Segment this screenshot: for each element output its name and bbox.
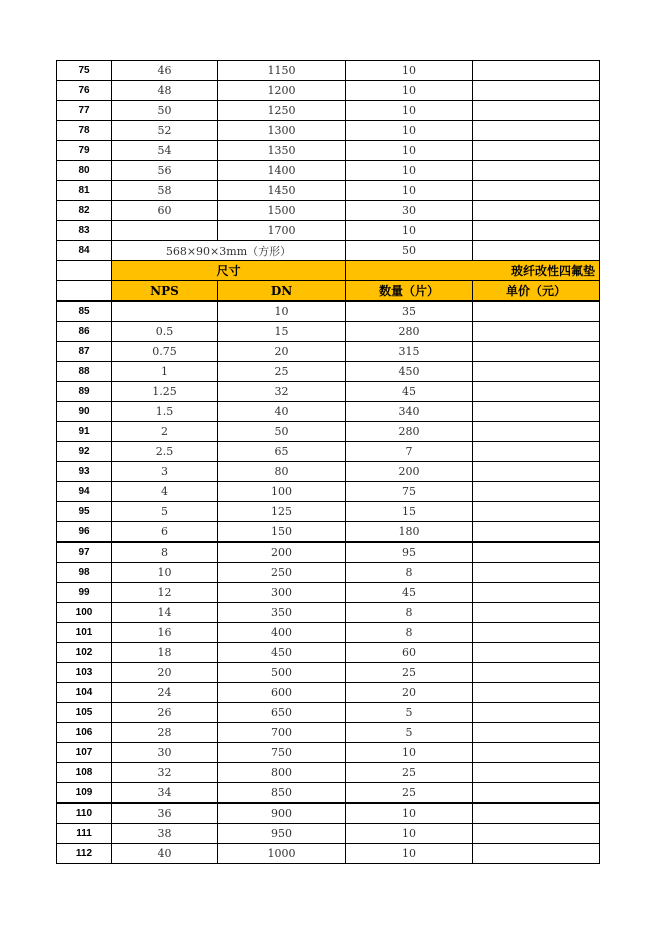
nps-cell[interactable]	[112, 221, 218, 241]
dn-cell[interactable]: 800	[218, 763, 346, 783]
dn-cell[interactable]: 1500	[218, 201, 346, 221]
table-row	[57, 121, 600, 141]
price-cell[interactable]	[473, 422, 600, 442]
nps-cell[interactable]: 40	[112, 844, 218, 864]
dn-cell[interactable]: 1300	[218, 121, 346, 141]
qty-cell[interactable]: 25	[346, 783, 473, 804]
nps-cell[interactable]: 46	[112, 61, 218, 81]
row-number: 111	[57, 824, 112, 844]
gasket-table	[56, 60, 600, 864]
row-number: 98	[57, 563, 112, 583]
table-row	[57, 663, 600, 683]
row-number: 91	[57, 422, 112, 442]
nps-cell[interactable]: 54	[112, 141, 218, 161]
table-row	[57, 783, 600, 804]
price-cell[interactable]	[473, 141, 600, 161]
price-cell[interactable]	[473, 181, 600, 201]
dn-cell[interactable]: 25	[218, 362, 346, 382]
dn-cell[interactable]: 20	[218, 342, 346, 362]
table-row	[57, 603, 600, 623]
dn-cell[interactable]: 50	[218, 422, 346, 442]
nps-cell[interactable]: 0.75	[112, 342, 218, 362]
dn-cell[interactable]: 1400	[218, 161, 346, 181]
table-row	[57, 502, 600, 522]
qty-cell[interactable]: 15	[346, 502, 473, 522]
price-cell[interactable]	[473, 442, 600, 462]
nps-cell[interactable]: 52	[112, 121, 218, 141]
dn-cell[interactable]: 1250	[218, 101, 346, 121]
row-number: 85	[57, 301, 112, 322]
dn-cell[interactable]: 150	[218, 522, 346, 543]
nps-cell[interactable]: 10	[112, 563, 218, 583]
table-row	[57, 623, 600, 643]
price-cell[interactable]	[473, 603, 600, 623]
price-cell[interactable]	[473, 583, 600, 603]
row-number: 101	[57, 623, 112, 643]
dn-cell[interactable]: 350	[218, 603, 346, 623]
row-number: 107	[57, 743, 112, 763]
row-number: 92	[57, 442, 112, 462]
dn-cell[interactable]: 125	[218, 502, 346, 522]
qty-cell[interactable]: 8	[346, 603, 473, 623]
qty-cell[interactable]: 180	[346, 522, 473, 543]
row-number: 103	[57, 663, 112, 683]
price-cell[interactable]	[473, 241, 600, 261]
price-cell[interactable]	[473, 763, 600, 783]
qty-cell[interactable]: 8	[346, 563, 473, 583]
nps-cell[interactable]: 56	[112, 161, 218, 181]
qty-cell[interactable]: 75	[346, 482, 473, 502]
dn-cell[interactable]: 850	[218, 783, 346, 804]
header-row-1	[57, 261, 600, 281]
nps-cell[interactable]: 2	[112, 422, 218, 442]
table-row	[57, 422, 600, 442]
table-row	[57, 342, 600, 362]
qty-cell[interactable]: 30	[346, 201, 473, 221]
qty-cell[interactable]: 8	[346, 623, 473, 643]
row-number: 109	[57, 783, 112, 804]
table-row	[57, 824, 600, 844]
qty-cell[interactable]: 10	[346, 141, 473, 161]
dn-cell[interactable]: 950	[218, 824, 346, 844]
price-cell[interactable]	[473, 844, 600, 864]
nps-cell[interactable]: 1.25	[112, 382, 218, 402]
row-number: 83	[57, 221, 112, 241]
table-row	[57, 382, 600, 402]
dn-cell[interactable]: 650	[218, 703, 346, 723]
price-cell[interactable]	[473, 743, 600, 763]
qty-cell[interactable]: 5	[346, 703, 473, 723]
dn-cell[interactable]: 450	[218, 643, 346, 663]
qty-cell[interactable]: 95	[346, 542, 473, 563]
dn-cell[interactable]: 100	[218, 482, 346, 502]
row-number: 80	[57, 161, 112, 181]
table-row	[57, 683, 600, 703]
qty-cell[interactable]: 7	[346, 442, 473, 462]
row-number: 110	[57, 803, 112, 824]
price-cell[interactable]	[473, 703, 600, 723]
row-number: 79	[57, 141, 112, 161]
qty-cell[interactable]: 50	[346, 241, 473, 261]
qty-cell[interactable]: 45	[346, 382, 473, 402]
nps-cell[interactable]: 16	[112, 623, 218, 643]
price-cell[interactable]	[473, 783, 600, 804]
qty-cell[interactable]: 10	[346, 161, 473, 181]
table-row	[57, 803, 600, 824]
table-row	[57, 402, 600, 422]
qty-cell[interactable]: 5	[346, 723, 473, 743]
price-cell[interactable]	[473, 623, 600, 643]
nps-cell[interactable]: 1.5	[112, 402, 218, 422]
table-row	[57, 763, 600, 783]
row-number: 108	[57, 763, 112, 783]
price-cell[interactable]	[473, 362, 600, 382]
table-row	[57, 241, 600, 261]
table-row	[57, 583, 600, 603]
nps-cell[interactable]: 24	[112, 683, 218, 703]
row-number: 77	[57, 101, 112, 121]
table-row	[57, 161, 600, 181]
dn-cell[interactable]: 10	[218, 301, 346, 322]
row-number: 100	[57, 603, 112, 623]
size-header: 尺寸	[112, 261, 346, 281]
qty-cell[interactable]: 60	[346, 643, 473, 663]
dn-cell[interactable]: 65	[218, 442, 346, 462]
row-number: 104	[57, 683, 112, 703]
row-number: 86	[57, 322, 112, 342]
nps-cell[interactable]: 6	[112, 522, 218, 543]
row-number: 87	[57, 342, 112, 362]
nps-cell[interactable]: 28	[112, 723, 218, 743]
table-row	[57, 482, 600, 502]
table-row	[57, 563, 600, 583]
price-cell[interactable]	[473, 201, 600, 221]
row-number: 97	[57, 542, 112, 563]
table-row	[57, 743, 600, 763]
qty-cell[interactable]: 280	[346, 322, 473, 342]
price-cell[interactable]	[473, 663, 600, 683]
row-number: 102	[57, 643, 112, 663]
table-row	[57, 542, 600, 563]
table-row	[57, 462, 600, 482]
blank-header-cell	[57, 281, 112, 302]
dn-cell[interactable]: 1450	[218, 181, 346, 201]
dn-cell[interactable]: 1200	[218, 81, 346, 101]
nps-cell[interactable]: 34	[112, 783, 218, 804]
price-cell[interactable]	[473, 61, 600, 81]
price-cell[interactable]	[473, 402, 600, 422]
dn-cell[interactable]: 80	[218, 462, 346, 482]
nps-cell[interactable]: 14	[112, 603, 218, 623]
price-cell[interactable]	[473, 462, 600, 482]
row-number: 105	[57, 703, 112, 723]
nps-cell[interactable]: 8	[112, 542, 218, 563]
row-number: 93	[57, 462, 112, 482]
table-row	[57, 322, 600, 342]
qty-cell[interactable]: 340	[346, 402, 473, 422]
dn-cell[interactable]: 1700	[218, 221, 346, 241]
dn-cell[interactable]: 900	[218, 803, 346, 824]
price-cell[interactable]	[473, 342, 600, 362]
product-header: 玻纤改性四氟垫	[346, 261, 600, 281]
nps-cell[interactable]: 1	[112, 362, 218, 382]
nps-cell[interactable]: 60	[112, 201, 218, 221]
row-number: 88	[57, 362, 112, 382]
row-number: 112	[57, 844, 112, 864]
nps-cell[interactable]: 32	[112, 763, 218, 783]
qty-cell[interactable]: 25	[346, 663, 473, 683]
table-row	[57, 522, 600, 543]
table-row	[57, 301, 600, 322]
row-number: 78	[57, 121, 112, 141]
table-row	[57, 81, 600, 101]
price-cell[interactable]	[473, 101, 600, 121]
price-cell[interactable]	[473, 161, 600, 181]
row-number: 81	[57, 181, 112, 201]
nps-header: NPS	[112, 281, 218, 302]
table-row	[57, 101, 600, 121]
qty-cell[interactable]: 10	[346, 824, 473, 844]
nps-cell[interactable]: 48	[112, 81, 218, 101]
price-cell[interactable]	[473, 221, 600, 241]
table-row	[57, 201, 600, 221]
qty-cell[interactable]: 10	[346, 121, 473, 141]
header-row-2	[57, 281, 600, 302]
price-header: 单价（元）	[473, 281, 600, 302]
dn-cell[interactable]: 500	[218, 663, 346, 683]
price-cell[interactable]	[473, 322, 600, 342]
qty-cell[interactable]: 280	[346, 422, 473, 442]
row-number: 75	[57, 61, 112, 81]
row-number: 99	[57, 583, 112, 603]
row-number: 76	[57, 81, 112, 101]
blank-header-cell	[57, 261, 112, 281]
dn-cell[interactable]: 250	[218, 563, 346, 583]
dn-cell[interactable]: 1150	[218, 61, 346, 81]
dn-cell[interactable]: 32	[218, 382, 346, 402]
qty-cell[interactable]: 25	[346, 763, 473, 783]
table-row	[57, 723, 600, 743]
table-row	[57, 61, 600, 81]
nps-cell[interactable]	[112, 301, 218, 322]
qty-cell[interactable]: 20	[346, 683, 473, 703]
row-number: 82	[57, 201, 112, 221]
qty-cell[interactable]: 10	[346, 61, 473, 81]
nps-cell[interactable]: 3	[112, 462, 218, 482]
dn-cell[interactable]: 400	[218, 623, 346, 643]
nps-cell[interactable]: 50	[112, 101, 218, 121]
table-row	[57, 703, 600, 723]
price-cell[interactable]	[473, 643, 600, 663]
price-cell[interactable]	[473, 81, 600, 101]
nps-cell[interactable]: 2.5	[112, 442, 218, 462]
size-cell[interactable]: 568×90×3mm（方形）	[112, 241, 346, 261]
qty-cell[interactable]: 450	[346, 362, 473, 382]
table-row	[57, 221, 600, 241]
price-cell[interactable]	[473, 803, 600, 824]
dn-cell[interactable]: 200	[218, 542, 346, 563]
table-row	[57, 181, 600, 201]
nps-cell[interactable]: 20	[112, 663, 218, 683]
price-cell[interactable]	[473, 723, 600, 743]
qty-cell[interactable]: 10	[346, 81, 473, 101]
price-cell[interactable]	[473, 683, 600, 703]
dn-cell[interactable]: 15	[218, 322, 346, 342]
qty-cell[interactable]: 10	[346, 844, 473, 864]
row-number: 84	[57, 241, 112, 261]
dn-cell[interactable]: 600	[218, 683, 346, 703]
qty-cell[interactable]: 35	[346, 301, 473, 322]
nps-cell[interactable]: 30	[112, 743, 218, 763]
dn-cell[interactable]: 40	[218, 402, 346, 422]
price-cell[interactable]	[473, 482, 600, 502]
nps-cell[interactable]: 12	[112, 583, 218, 603]
nps-cell[interactable]: 36	[112, 803, 218, 824]
table-row	[57, 643, 600, 663]
price-cell[interactable]	[473, 502, 600, 522]
price-cell[interactable]	[473, 301, 600, 322]
dn-cell[interactable]: 300	[218, 583, 346, 603]
nps-cell[interactable]: 0.5	[112, 322, 218, 342]
dn-cell[interactable]: 750	[218, 743, 346, 763]
qty-cell[interactable]: 10	[346, 743, 473, 763]
qty-header: 数量（片）	[346, 281, 473, 302]
qty-cell[interactable]: 315	[346, 342, 473, 362]
nps-cell[interactable]: 58	[112, 181, 218, 201]
row-number: 106	[57, 723, 112, 743]
table-row	[57, 141, 600, 161]
nps-cell[interactable]: 38	[112, 824, 218, 844]
nps-cell[interactable]: 4	[112, 482, 218, 502]
price-cell[interactable]	[473, 522, 600, 543]
row-number: 90	[57, 402, 112, 422]
price-cell[interactable]	[473, 563, 600, 583]
price-cell[interactable]	[473, 542, 600, 563]
price-cell[interactable]	[473, 382, 600, 402]
nps-cell[interactable]: 5	[112, 502, 218, 522]
row-number: 96	[57, 522, 112, 543]
row-number: 95	[57, 502, 112, 522]
dn-cell[interactable]: 1350	[218, 141, 346, 161]
dn-cell[interactable]: 700	[218, 723, 346, 743]
table-row	[57, 844, 600, 864]
qty-cell[interactable]: 10	[346, 803, 473, 824]
table-row	[57, 362, 600, 382]
table-row	[57, 442, 600, 462]
price-cell[interactable]	[473, 824, 600, 844]
row-number: 94	[57, 482, 112, 502]
qty-cell[interactable]: 10	[346, 221, 473, 241]
dn-cell[interactable]: 1000	[218, 844, 346, 864]
nps-cell[interactable]: 26	[112, 703, 218, 723]
nps-cell[interactable]: 18	[112, 643, 218, 663]
qty-cell[interactable]: 10	[346, 181, 473, 201]
qty-cell[interactable]: 10	[346, 101, 473, 121]
row-number: 89	[57, 382, 112, 402]
dn-header: DN	[218, 281, 346, 302]
qty-cell[interactable]: 200	[346, 462, 473, 482]
qty-cell[interactable]: 45	[346, 583, 473, 603]
price-cell[interactable]	[473, 121, 600, 141]
